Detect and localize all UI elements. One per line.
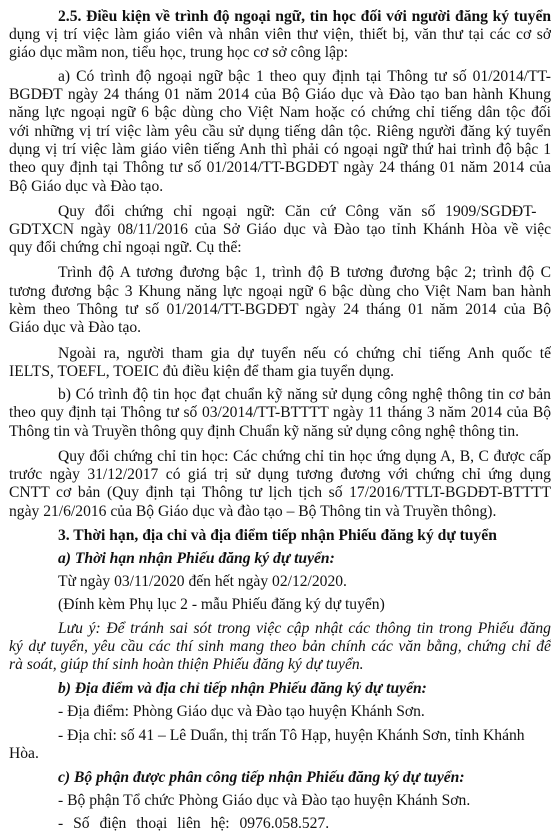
text-line: giáo dục mầm non, tiểu học, trung học cơ sở công lập: [9,44,349,61]
text-line: Bộ Giáo dục và Đào tạo. [9,178,164,195]
text-line: b) Địa điểm và địa chỉ tiếp nhận Phiếu đăng ký dự tuyển: [58,680,427,697]
text-line: - Địa chỉ: số 41 – Lê Duẩn, thị trấn Tô Hạp, huyện Khánh Sơn, tỉnh Khánh [58,727,525,744]
text-line: với những vị trí việc làm yêu cầu sử dụng tiếng dân tộc. Riêng người đăng ký tuyển [9,123,551,140]
text-line: ký dự tuyển, yêu cầu các thí sinh mang theo bản chính các văn bằng, chứng chỉ để [9,638,551,655]
text-line: CNTT cơ bản (Quy định tại Thông tư lịch tịch số 17/2016/TTLT-BGDĐT-BTTTT [9,484,551,501]
text-line: Ngoài ra, người tham gia dự tuyển nếu có chứng chỉ tiếng Anh quốc tế [58,345,551,362]
text-line: theo quy định tại Thông tư số 01/2014/TT-BGDĐT ngày 24 tháng 01 năm 2014 của [9,159,551,176]
text-line: rà soát, giúp thí sinh hoàn thiện Phiếu đăng ký dự tuyển. [9,656,364,673]
text-line: ngày 21/6/2016 của Bộ Giáo dục và đào tạo – Bộ Thông tin và Truyền thông). [9,503,497,520]
text-line: Hòa. [9,745,39,762]
text-line: Quy đổi chứng chỉ ngoại ngữ: Căn cứ Công văn số 1909/SGDĐT- [58,203,537,220]
text-line: Giáo dục và Đào tạo. [9,319,142,336]
text-line: Trình độ A tương đương bậc 1, trình độ B tương đương bậc 2; trình độ C [58,264,551,281]
text-line: a) Có trình độ ngoại ngữ bậc 1 theo quy định tại Thông tư số 01/2014/TT- [58,68,551,85]
text-line: kèm theo Thông tư số 01/2014/TT-BGDĐT ngày 24 tháng 01 năm 2014 của Bộ [9,301,551,318]
text-line: - Địa điểm: Phòng Giáo dục và Đào tạo huyện Khánh Sơn. [58,703,425,720]
text-line: dụng vị trí việc làm giáo viên và nhân viên thư viện, thiết bị, văn thư tại các cơ sở [9,26,551,43]
text-line: Quy đổi chứng chỉ tin học: Các chứng chỉ tin học ứng dụng A, B, C được cấp [58,448,551,465]
text-line: tương đương bậc 3 Khung năng lực ngoại ngữ 6 bậc dùng cho Việt Nam ban hành [9,283,551,300]
text-line: 3. Thời hạn, địa chỉ và địa điểm tiếp nhận Phiếu đăng ký dự tuyển [58,527,497,544]
text-line: năng lực ngoại ngữ 6 bậc dùng cho Việt Nam hoặc có chứng chỉ tiếng dân tộc đối [9,104,551,121]
text-line: Lưu ý: Để tránh sai sót trong việc cập nhật các thông tin trong Phiếu đăng [58,620,551,637]
text-line: IELTS, TOEFL, TOEIC đủ điều kiện để tham gia tuyển dụng. [9,363,395,380]
text-line: dụng vị trí việc làm giáo viên tiếng Anh thì phải có ngoại ngữ thứ hai trình độ bậc 1 [9,141,551,158]
text-line: 2.5. Điều kiện về trình độ ngoại ngữ, tin học đối với người đăng ký tuyển [58,8,551,25]
text-line: (Đính kèm Phụ lục 2 - mẫu Phiếu đăng ký dự tuyển) [58,596,385,613]
text-line: trước ngày 31/12/2017 có giá trị sử dụng tương đương với chứng chỉ ứng dụng [9,466,551,483]
text-line: - Bộ phận Tổ chức Phòng Giáo dục và Đào tạo huyện Khánh Sơn. [58,792,471,809]
text-line: Thông tin và Truyền thông quy định Chuẩn kỹ năng sử dụng công nghệ thông tin. [9,423,520,440]
text-line: quy đổi chứng chỉ ngoại ngữ. Cụ thể: [9,239,242,256]
text-line: b) Có trình độ tin học đạt chuẩn kỹ năng sử dụng công nghệ thông tin cơ bản [58,386,551,403]
text-line: c) Bộ phận được phân công tiếp nhận Phiếu đăng ký dự tuyển: [58,769,465,786]
text-line: - Số điện thoại liên hệ: 0976.058.527. [58,815,330,832]
text-line: GDTXCN ngày 08/11/2016 của Sở Giáo dục và Đào tạo tỉnh Khánh Hòa về việc [9,221,551,238]
text-line: Từ ngày 03/11/2020 đến hết ngày 02/12/2020. [58,573,347,590]
text-line: theo quy định tại Thông tư số 03/2014/TT-BTTTT ngày 11 tháng 3 năm 2014 của Bộ [9,404,551,421]
text-line: BGDĐT ngày 24 tháng 01 năm 2014 của Bộ Giáo dục và Đào tạo ban hành Khung [9,86,551,103]
text-line: a) Thời hạn nhận Phiếu đăng ký dự tuyển: [58,550,335,567]
